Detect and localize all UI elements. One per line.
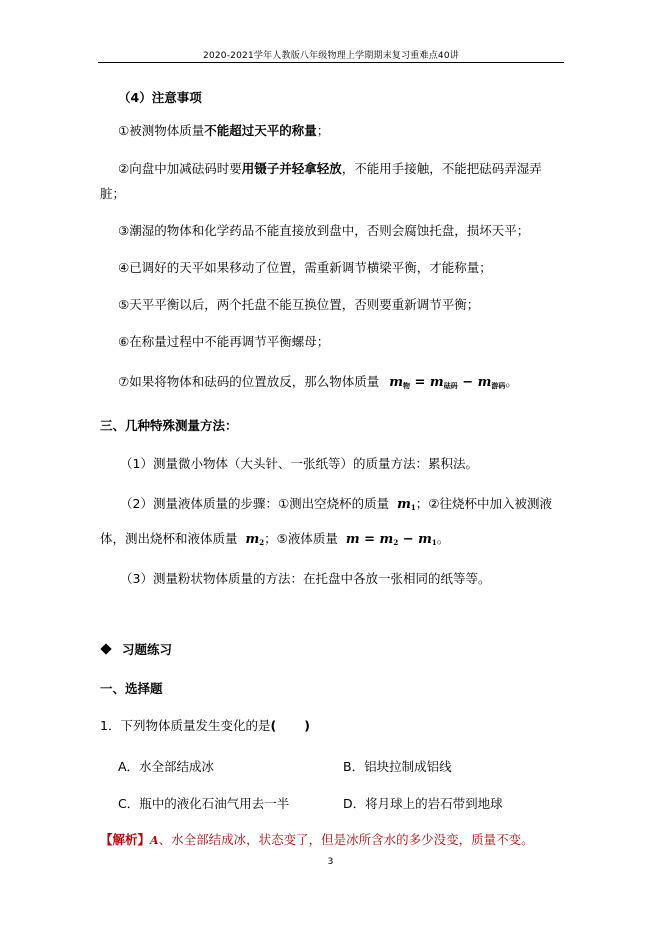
formula-sub-rider: 游码 bbox=[491, 381, 506, 390]
note-item-3: ③潮湿的物体和化学药品不能直接放到盘中，否则会腐蚀托盘，损坏天平； bbox=[118, 223, 530, 238]
method-2-end: 。 bbox=[436, 531, 450, 546]
note-item-6: ⑥在称量过程中不能再调节平衡螺母； bbox=[118, 334, 330, 349]
method-2-text-d: ；⑤液体质量 bbox=[264, 531, 338, 546]
option-c: C．瓶中的液化石油气用去一半 bbox=[118, 796, 290, 811]
formula-liquid-mass bbox=[346, 532, 437, 547]
note-item-7 bbox=[118, 374, 518, 394]
question-1-paren-open: ( bbox=[270, 718, 277, 733]
formula-liquid-sub2: 2 bbox=[393, 538, 399, 547]
practice-title bbox=[102, 642, 172, 658]
section3-heading: 三、几种特殊测量方法： bbox=[100, 418, 238, 433]
formula-liquid-sub1: 1 bbox=[431, 538, 437, 547]
note-item-1-end: ； bbox=[316, 123, 330, 138]
note-item-2-cont: 脏； bbox=[100, 186, 126, 201]
formula-m1-sub: 1 bbox=[410, 503, 416, 512]
method-2-text: （2）测量液体质量的步骤：①测出空烧杯的质量 bbox=[120, 496, 390, 511]
formula-sub-weights: 砝码 bbox=[443, 381, 458, 390]
formula-m3: m bbox=[477, 375, 492, 390]
practice-title-text: 习题练习 bbox=[122, 642, 173, 657]
note-item-2-rest: ，不能用手接触，不能把砝码弄湿弄 bbox=[341, 161, 542, 176]
analysis-option-letter: A bbox=[150, 834, 159, 847]
note-item-4: ④已调好的天平如果移动了位置，需重新调节横梁平衡，才能称量； bbox=[118, 260, 492, 275]
formula-m: m bbox=[389, 375, 403, 390]
note-item-2 bbox=[118, 161, 542, 177]
page-number: 3 bbox=[327, 857, 334, 867]
method-2-cont bbox=[100, 531, 449, 551]
formula-sub-object: 物 bbox=[402, 381, 410, 390]
formula-equals: = bbox=[409, 375, 430, 390]
method-2-text-b: ；②往烧杯中加入被测液 bbox=[415, 496, 553, 511]
question-1-paren-close: ) bbox=[304, 718, 310, 733]
formula-m1 bbox=[397, 497, 416, 512]
note-item-1-bold: 不能超过天平的称量 bbox=[204, 123, 317, 138]
formula-m2-m: m bbox=[245, 532, 260, 547]
method-1: （1）测量微小物体（大头针、一张纸等）的质量方法：累积法。 bbox=[120, 456, 478, 471]
formula-m2 bbox=[246, 532, 265, 547]
method-2-text-c: 体，测出烧杯和液体质量 bbox=[100, 531, 238, 546]
diamond-bullet-icon bbox=[100, 643, 111, 654]
question-1 bbox=[100, 718, 310, 734]
analysis-text: 、水全部结成冰，状态变了，但是冰所含水的多少没变，质量不变。 bbox=[158, 832, 534, 847]
method-2 bbox=[120, 496, 552, 516]
analysis bbox=[100, 832, 534, 849]
note-item-2-bold: 用镊子并轻拿轻放 bbox=[241, 161, 342, 176]
analysis-label: 【解析】 bbox=[100, 832, 151, 847]
note-item-1-text: ①被测物体质量 bbox=[118, 123, 205, 138]
formula-mass-reversed bbox=[389, 375, 505, 390]
page-header: 2020-2021学年人教版八年级物理上学期期末复习重难点40讲 bbox=[203, 51, 459, 61]
note-item-7-text: ⑦如果将物体和砝码的位置放反，那么物体质量 bbox=[118, 374, 380, 389]
formula-minus: − bbox=[457, 375, 478, 390]
note-item-2-text: ②向盘中加减砝码时要 bbox=[118, 161, 242, 176]
note-item-5: ⑤天平平衡以后，两个托盘不能互换位置，否则要重新调节平衡； bbox=[118, 297, 480, 312]
method-3: （3）测量粉状物体质量的方法：在托盘中各放一张相同的纸等等。 bbox=[120, 571, 491, 586]
option-d: D．将月球上的岩石带到地球 bbox=[343, 796, 503, 811]
question-1-text: 1．下列物体质量发生变化的是 bbox=[100, 718, 271, 733]
formula-m2-sub: 2 bbox=[259, 538, 265, 547]
formula-m2: m bbox=[429, 375, 444, 390]
formula-liquid-minus: − m bbox=[398, 532, 432, 547]
option-b: B．铝块拉制成铝线 bbox=[343, 759, 452, 774]
formula-m1-m: m bbox=[397, 497, 411, 512]
section4-heading: （4）注意事项 bbox=[118, 90, 202, 105]
note-item-7-end: 。 bbox=[505, 374, 518, 389]
header-rule bbox=[98, 62, 564, 63]
note-item-1 bbox=[118, 123, 329, 139]
option-a: A．水全部结成冰 bbox=[118, 759, 215, 774]
choice-section-heading: 一、选择题 bbox=[100, 681, 163, 696]
formula-liquid-lhs: m = m bbox=[345, 532, 394, 547]
